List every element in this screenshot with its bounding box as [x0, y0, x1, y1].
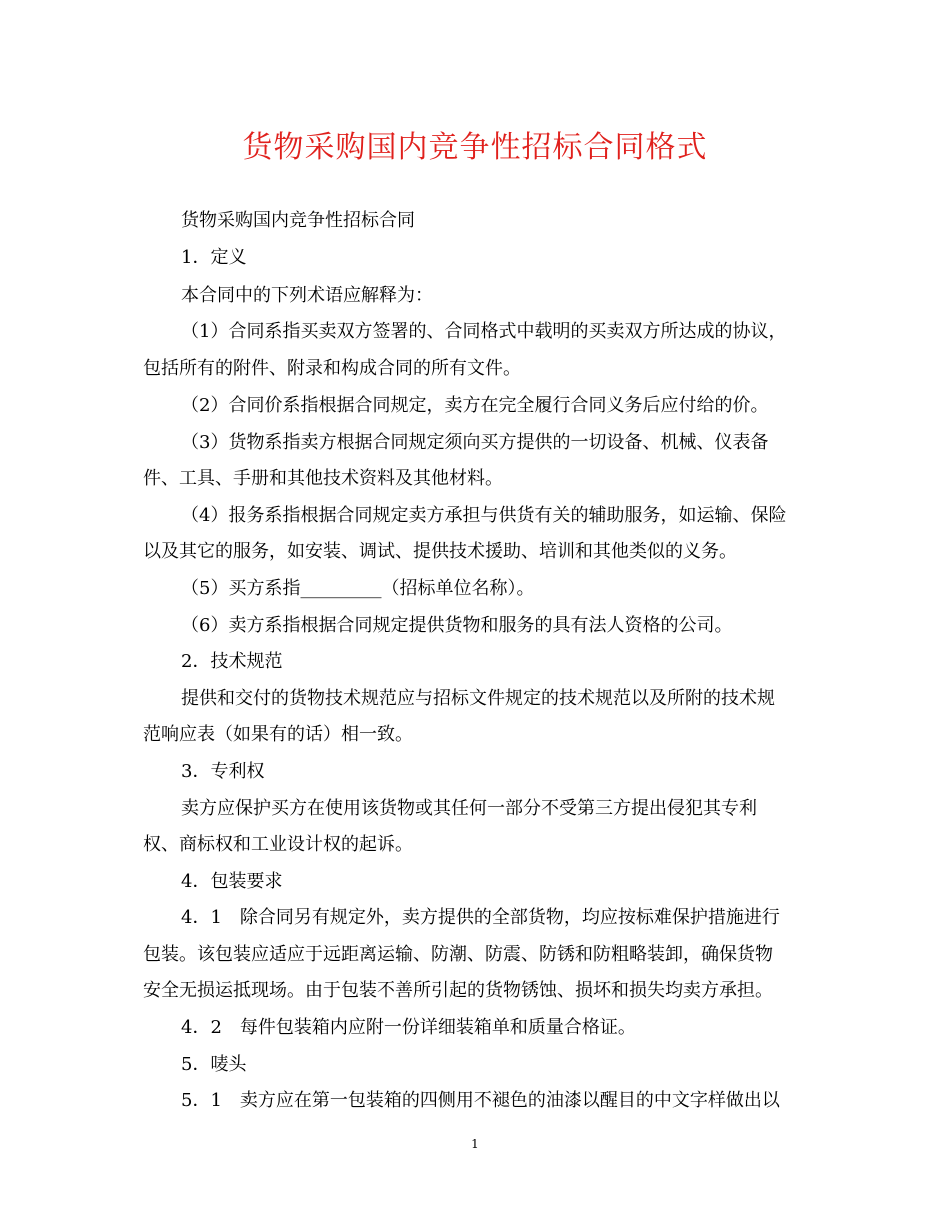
- text-line: （4）报务系指根据合同规定卖方承担与供货有关的辅助服务，如运输、保险: [181, 505, 787, 526]
- text-line: 1．定义: [181, 247, 247, 268]
- text-line: 包装。该包装应适应于远距离运输、防潮、防震、防锈和防粗略装卸，确保货物: [143, 944, 773, 965]
- text-line: （2）合同价系指根据合同规定，卖方在完全履行合同义务后应付给的价。: [181, 395, 769, 416]
- text-line: 提供和交付的货物技术规范应与招标文件规定的技术规范以及所附的技术规: [181, 688, 775, 709]
- text-line: 卖方应保护买方在使用该货物或其任何一部分不受第三方提出侵犯其专利: [181, 798, 757, 819]
- section-heading: 2．技术规范: [181, 651, 283, 672]
- text-line: 5．1 卖方应在第一包装箱的四侧用不褪色的油漆以醒目的中文字样做出以: [181, 1090, 780, 1111]
- text-line: （3）货物系指卖方根据合同规定须向买方提供的一切设备、机械、仪表备: [181, 432, 769, 453]
- text-line: 货物采购国内竞争性招标合同: [181, 210, 415, 231]
- text-line: （5）买方系指_________（招标单位名称）。: [181, 578, 535, 599]
- text-line: 范响应表（如果有的话）相一致。: [143, 724, 413, 745]
- text-line: 件、工具、手册和其他技术资料及其他材料。: [143, 468, 503, 489]
- text-line: （6）卖方系指根据合同规定提供货物和服务的具有法人资格的公司。: [181, 615, 733, 636]
- text-line: 安全无损运抵现场。由于包装不善所引起的货物锈蚀、损坏和损失均卖方承担。: [143, 980, 773, 1001]
- section-heading: 5．唛头: [181, 1054, 247, 1075]
- text-line: 本合同中的下列术语应解释为：: [181, 285, 433, 306]
- text-line: 包括所有的附件、附录和构成合同的所有文件。: [143, 358, 521, 379]
- page-number: 1: [471, 1137, 479, 1151]
- text-line: （1）合同系指买卖双方签署的、合同格式中载明的买卖双方所达成的协议，: [181, 321, 787, 342]
- document-title: 货物采购国内竞争性招标合同格式: [242, 130, 708, 165]
- section-heading: 4．包装要求: [181, 871, 283, 892]
- text-line: 以及其它的服务，如安装、调试、提供技术援助、培训和其他类似的义务。: [143, 541, 737, 562]
- text-line: 4．1 除合同另有规定外，卖方提供的全部货物，均应按标难保护措施进行: [181, 907, 780, 928]
- text-line: 权、商标权和工业设计权的起诉。: [143, 834, 413, 855]
- text-line: 4．2 每件包装箱内应附一份详细装箱单和质量合格证。: [181, 1017, 636, 1038]
- section-heading: 3．专利权: [181, 761, 265, 782]
